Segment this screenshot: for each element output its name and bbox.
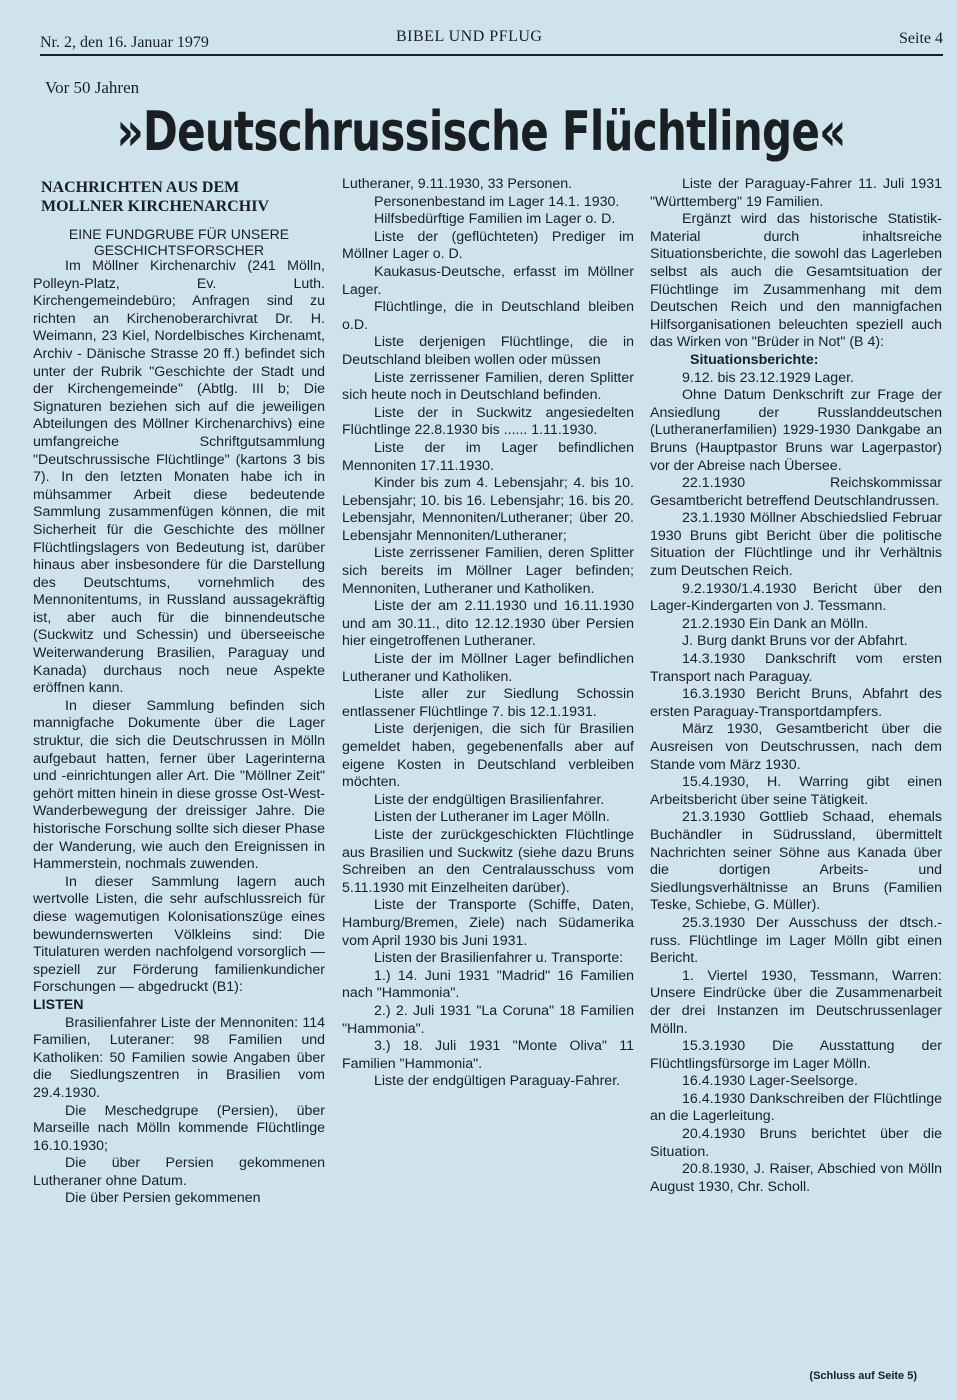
- situations-label: Situationsberichte:: [690, 351, 819, 368]
- paragraph: 21.2.1930 Ein Dank an Mölln.: [682, 615, 869, 632]
- paragraph: Liste der (geflüchteten) Prediger im Möllner Lager o. D.: [342, 228, 634, 263]
- paragraph: 16.3.1930 Bericht Bruns, Abfahrt des ersten Paraguay-Transportdampfers.: [650, 686, 942, 720]
- paragraph: 15.3.1930 Die Ausstattung der Flüchtlingsfürsorge im Lager Mölln.: [650, 1038, 942, 1072]
- paragraph: Liste der im Möllner Lager befindlichen Lutheraner und Katholiken.: [342, 651, 634, 685]
- page-number: Seite 4: [899, 30, 943, 47]
- paragraph: 25.3.1930 Der Ausschuss der dtsch.-russ. Flüchtlinge im Lager Mölln gibt einen Bericht.: [650, 914, 942, 967]
- paragraph: 22.1.1930 Reichskommissar Gesamtbericht betreffend Deutschlandrussen.: [650, 475, 942, 509]
- paragraph: 14.3.1930 Dankschrift vom ersten Transport nach Paraguay.: [650, 651, 942, 685]
- paragraph: Liste der Transporte (Schiffe, Daten, Hamburg/Bremen, Ziele) nach Südamerika vom April 1930 bis Juni 1931.: [342, 897, 634, 949]
- article-kicker: Vor 50 Jahren: [45, 78, 140, 97]
- paragraph: 2.) 2. Juli 1931 "La Coruna" 18 Familien "Hammonia".: [342, 1002, 634, 1037]
- paragraph: 1. Viertel 1930, Tessmann, Warren: Unsere Eindrücke über die Zusammenarbeit der drei Instanzen im Deutschrussenlager Mölln.: [650, 967, 942, 1037]
- paragraph: Im Möllner Kirchenarchiv (241 Mölln, Polleyn-Platz, Ev. Luth. Kirchengemeindebüro; Anfragen sind zu richten an Kirchenoberarchivrat Dr. H. Weimann, 23 Kiel, Nordelbisches Kirchenamt, Archiv - Dänische Strasse 20 ff.) befindet sich unter der Rubrik "Geschichte der Stadt und der Kirchengemeinde" (Abtlg. III b; Die Signaturen beziehen sich auf die jeweiligen Abteilungen des Möllner Kirchenarchivs) eine umfangreiche Schriftgutsammlung "Deutschrussische Flüchtlinge" (kartons 3 bis 7). In den letzten Monaten habe ich in mühsammer Arbeit diese bedeutende Sammlung zusammenfügen können, die mit Sicherheit für die Geschichte des möllner Flüchtlingslagers von Bedeutung ist, darüber hinaus aber insbesondere für die Darstellung des Deutschtums, vornehmlich des Mennonitentums, in Russland aussagekräftig ist, aber auch für die binnendeutsche (Suckwitz und Schessin) und überseeische Weiterwanderung Brasilien, Paraguay und Kanada) durchaus noch neue Aspekte eröffnen kann.: [33, 258, 325, 697]
- paragraph: März 1930, Gesamtbericht über die Ausreisen von Deutschrussen, nach dem Stande vom März 1930.: [650, 721, 942, 773]
- paragraph: Listen der Brasilienfahrer u. Transporte:: [374, 950, 624, 967]
- paragraph: Ohne Datum Denkschrift zur Frage der Ansiedlung der Russlanddeutschen (Lutheranerfamilien) 1929-1930 Dankgabe an Bruns (Hauptpastor Bruns war Lagerpastor) vor der Abreise nach Übersee.: [650, 387, 942, 474]
- paragraph: Liste zerrissener Familien, deren Splitter sich bereits im Möllner Lager befinden; Mennoniten, Lutheraner und Katholiken.: [342, 545, 634, 597]
- paragraph: Ergänzt wird das historische Statistik-Material durch inhaltsreiche Situationsberichte, die sowohl das Lagerleben selbst als auch die Gesamtsituation der Flüchtlinge im Zusammenhang mit dem Deutschen Reich und den mannigfachen Hilfsorganisationen beleuchten speziell auch das Wirken von "Brüder in Not" (B 4):: [650, 211, 942, 351]
- column-3: [650, 176, 942, 1196]
- paragraph: Hilfsbedürftige Familien im Lager o. D.: [374, 211, 616, 228]
- paragraph: In dieser Sammlung befinden sich mannigfache Dokumente über die Lager struktur, die sich die Deutschrussen in Mölln aufgebaut hatten, ferner über Lagerinterna und -einrichtungen aller Art. Die "Möllner Zeit" gehört mitten hinein in diese grosse Ost-West-Wanderbewegung der dreissiger Jahre. Die historische Forschung sollte sich dieser Phase der Wanderung, wie auch den Ereignissen in Hammerstein, nochmals zuwenden.: [33, 697, 325, 873]
- paragraph: 23.1.1930 Möllner Abschiedslied Februar 1930 Bruns gibt Bericht über die politische Situation der Flüchtlinge und ihr Verhältnis zum Deutschen Reich.: [650, 510, 942, 580]
- publication-name: BIBEL UND PFLUG: [396, 28, 543, 45]
- paragraph: 9.12. bis 23.12.1929 Lager.: [682, 369, 854, 386]
- paragraph: Liste der in Suckwitz angesiedelten Flüchtlinge 22.8.1930 bis ...... 1.11.1930.: [342, 404, 634, 439]
- paragraph: 1.) 14. Juni 1931 "Madrid" 16 Familien nach "Hammonia".: [342, 967, 634, 1002]
- paragraph: Flüchtlinge, die in Deutschland bleiben o.D.: [342, 299, 634, 333]
- paragraph: Die über Persien gekommenen: [65, 1190, 261, 1207]
- paragraph: Liste derjenigen Flüchtlinge, die in Deutschland bleiben wollen oder müssen: [342, 334, 634, 368]
- continued-note: (Schluss auf Seite 5): [809, 1370, 917, 1382]
- paragraph: Liste der im Lager befindlichen Mennoniten 17.11.1930.: [342, 439, 634, 474]
- article-headline: »Deutschrussische Flüchtlinge«: [116, 100, 846, 163]
- paragraph: 15.4.1930, H. Warring gibt einen Arbeitsbericht über seine Tätigkeit.: [650, 774, 942, 808]
- paragraph: Lutheraner, 9.11.1930, 33 Personen.: [342, 176, 573, 192]
- paragraph: In dieser Sammlung lagern auch wertvolle Listen, die sehr aufschlussreich für diese wagemutigen Kolonisationszüge eines bewundernswerten Völkleins sind: Die Titulaturen werden nachfolgend vorsorglich — speziell zur Förderung familienkundicher Forschungen — abgedruckt (B1):: [33, 873, 325, 996]
- paragraph: Brasilienfahrer Liste der Mennoniten: 114 Familien, Luteraner: 98 Familien und Katholiken: 50 Familien sowie Angaben über die Siedlungszentren in Brasilien vom 29.4.1930.: [33, 1014, 325, 1101]
- section-title: NACHRICHTEN AUS DEM MOLLNER KIRCHENARCHIV: [41, 179, 270, 215]
- paragraph: 21.3.1930 Gottlieb Schaad, ehemals Buchändler in Südrussland, übermittelt Nachrichten seiner Söhne aus Kanada über die dortigen Arbeits- und Siedlungsverhältnisse an Bruns (Familien Teske, Schiebe, G. Müller).: [650, 809, 942, 914]
- paragraph: Liste der am 2.11.1930 und 16.11.1930 und am 30.11., dito 12.12.1930 über Persien hier eingetroffenen Lutheraner.: [342, 598, 634, 650]
- column-2: [342, 176, 634, 1091]
- paragraph: Die über Persien gekommenen Lutheraner ohne Datum.: [33, 1155, 325, 1189]
- issue-date: Nr. 2, den 16. Januar 1979: [40, 34, 209, 51]
- page-header: [40, 22, 943, 52]
- paragraph: 16.4.1930 Dankschreiben der Flüchtlinge an die Lagerleitung.: [650, 1090, 942, 1125]
- paragraph: 9.2.1930/1.4.1930 Bericht über den Lager-Kindergarten von J. Tessmann.: [650, 580, 942, 615]
- paragraph: 20.8.1930, J. Raiser, Abschied von Mölln August 1930, Chr. Scholl.: [650, 1161, 942, 1195]
- paragraph: Liste der zurückgeschickten Flüchtlinge aus Brasilien und Suckwitz (siehe dazu Bruns Schreiben an den Centralausschuss vom 5.11.1930 mit Einzelheiten darüber).: [342, 826, 634, 896]
- paragraph: Personenbestand im Lager 14.1. 1930.: [374, 193, 620, 210]
- header-rule: [40, 54, 943, 56]
- paragraph: Kaukasus-Deutsche, erfasst im Möllner Lager.: [342, 263, 634, 298]
- paragraph: Liste der endgültigen Paraguay-Fahrer.: [374, 1073, 621, 1090]
- paragraph: Liste aller zur Siedlung Schossin entlassener Flüchtlinge 7. bis 12.1.1931.: [342, 686, 634, 720]
- paragraph: Liste der Paraguay-Fahrer 11. Juli 1931 "Württemberg" 19 Familien.: [650, 176, 942, 210]
- paragraph: Liste der endgültigen Brasilienfahrer.: [374, 791, 605, 808]
- paragraph: Liste zerrissener Familien, deren Splitter sich heute noch in Deutschland befinden.: [342, 369, 634, 404]
- paragraph: Kinder bis zum 4. Lebensjahr; 4. bis 10. Lebensjahr; 10. bis 16. Lebensjahr; 16. bis 20. Lebensjahr, Mennoniten/Lutheraner; über 20. Lebensjahr Mennoniten/Lutheraner;: [342, 475, 634, 544]
- section-subhead: EINE FUNDGRUBE FÜR UNSERE GESCHICHTSFORSCHER: [68, 226, 290, 258]
- paragraph: Liste derjenigen, die sich für Brasilien gemeldet haben, gegebenenfalls aber auf eigene Kosten in Deutschland verbleiben möchten.: [342, 721, 634, 791]
- paragraph: Die Meschedgrupe (Persien), über Marseille nach Mölln kommende Flüchtlinge 16.10.1930;: [33, 1102, 325, 1154]
- column-1: [33, 176, 325, 1208]
- paragraph: J. Burg dankt Bruns vor der Abfahrt.: [682, 633, 908, 650]
- paragraph: 3.) 18. Juli 1931 "Monte Oliva" 11 Familien "Hammonia".: [342, 1038, 634, 1072]
- paragraph: 20.4.1930 Bruns berichtet über die Situation.: [650, 1126, 942, 1160]
- listen-label: LISTEN: [33, 996, 84, 1013]
- paragraph: Listen der Lutheraner im Lager Mölln.: [374, 809, 610, 826]
- paragraph: 16.4.1930 Lager-Seelsorge.: [682, 1073, 858, 1090]
